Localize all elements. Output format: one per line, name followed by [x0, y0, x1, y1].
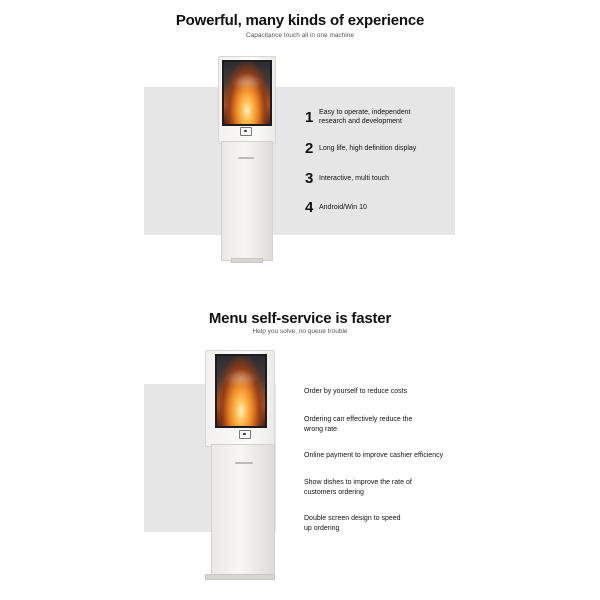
feature-text: Easy to operate, independent research and development	[319, 109, 411, 125]
feature-number: 4	[305, 199, 314, 216]
feature-number: 2	[305, 140, 314, 157]
section1-title: Powerful, many kinds of experience	[175, 12, 425, 29]
kiosk-screen	[215, 354, 267, 428]
kiosk-base	[205, 574, 275, 580]
section1-subtitle: Capacitance touch all in one machine	[245, 32, 355, 39]
feature-item-2	[305, 140, 416, 157]
feature-item-2: Ordering can effectively reduce the wrong rate	[304, 416, 413, 433]
section2-subtitle: Help you solve, no queue trouble	[252, 328, 348, 335]
kiosk-screen	[222, 60, 272, 126]
feature-text: Long life, high definition display	[319, 145, 417, 152]
feature-number: 1	[305, 108, 314, 126]
feature-item-4: Show dishes to improve the rate of customers ordering	[304, 479, 412, 496]
feature-item-1	[305, 108, 410, 126]
section2-title: Menu self-service is faster	[208, 310, 392, 327]
feature-item-4	[305, 199, 367, 216]
card-scanner-icon	[240, 127, 252, 136]
feature-text: Interactive, multi touch	[319, 175, 390, 182]
feature-number: 3	[305, 170, 314, 187]
feature-item-1: Order by yourself to reduce costs	[304, 388, 408, 395]
kiosk-slot	[238, 157, 254, 159]
feature-item-3	[305, 170, 389, 187]
card-scanner-icon	[239, 430, 251, 439]
feature-text: Android/Win 10	[319, 204, 367, 211]
kiosk-base	[231, 258, 263, 263]
feature-item-5: Double screen design to speed up ordering	[304, 515, 401, 532]
kiosk-slot	[235, 462, 253, 464]
kiosk-body	[221, 141, 273, 261]
kiosk-body	[211, 444, 275, 578]
feature-item-3: Online payment to improve cashier efficiency	[304, 452, 444, 459]
